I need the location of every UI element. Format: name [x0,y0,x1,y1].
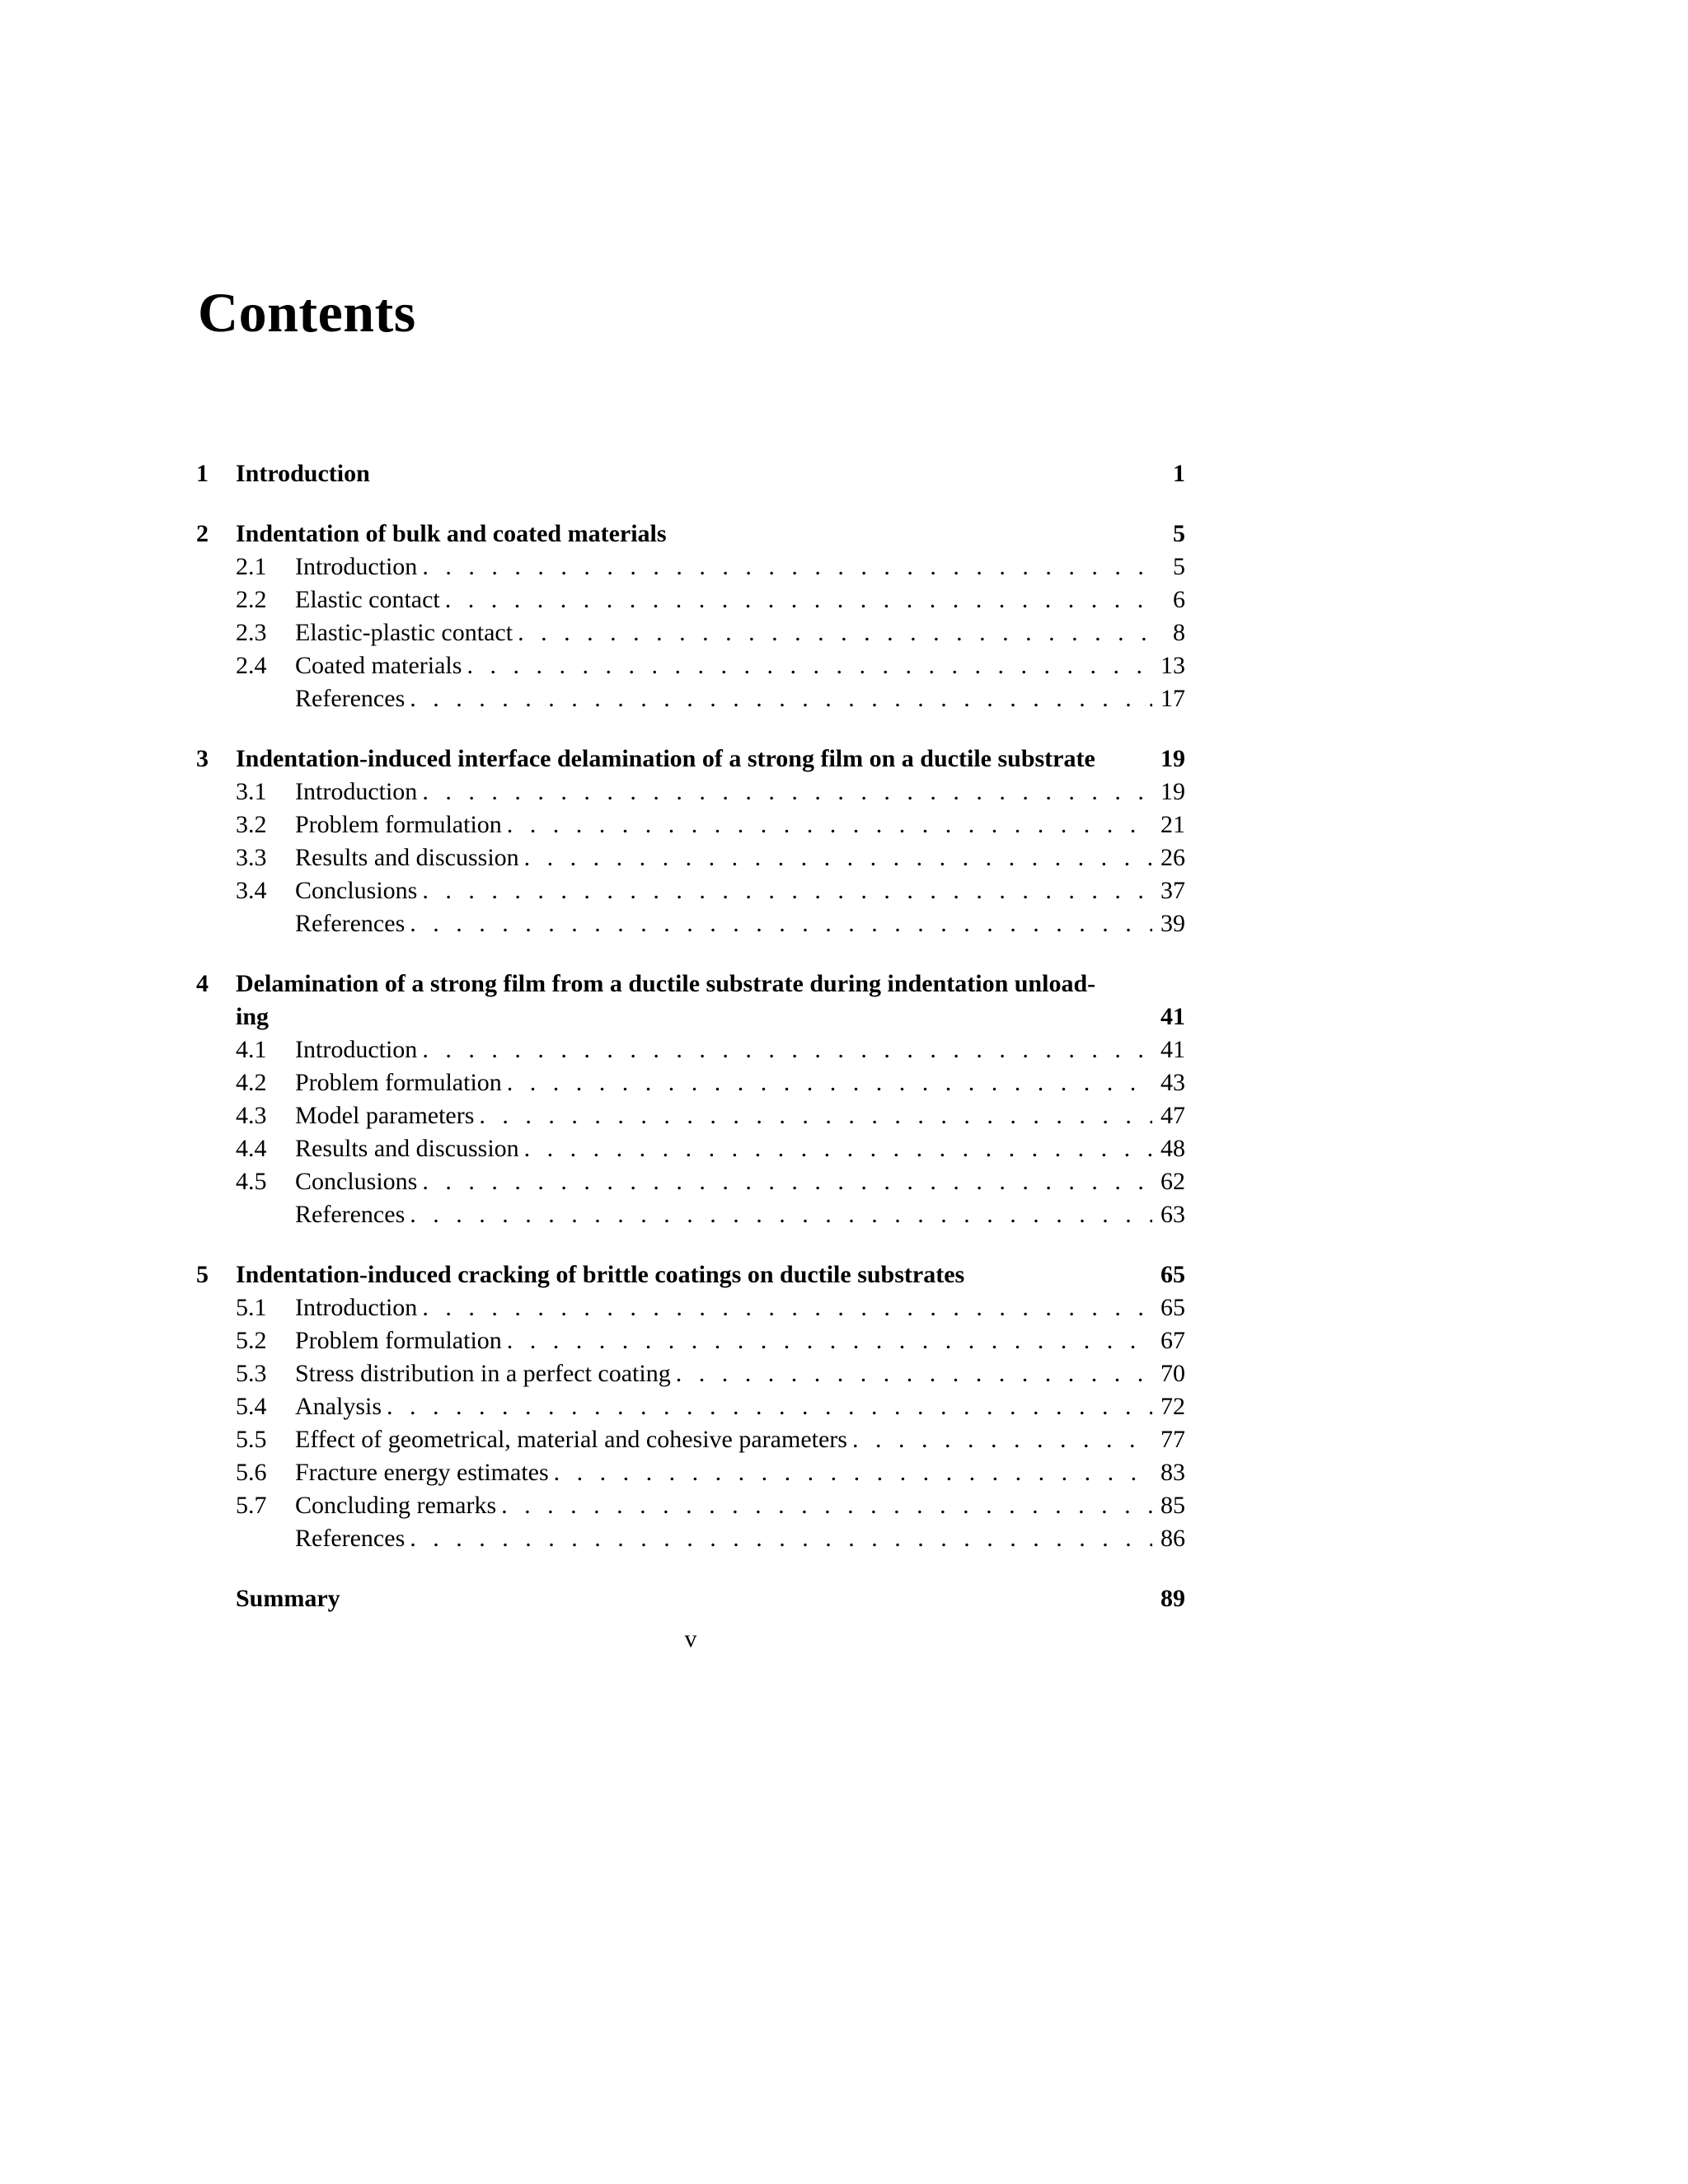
section-title: References [295,910,406,937]
leader-dots [382,1390,1152,1423]
leader-dots [417,874,1152,907]
table-of-contents [196,457,1185,1615]
section-page: 83 [1160,1459,1185,1486]
section-page: 19 [1160,778,1185,805]
leader-dots [519,841,1152,874]
chapter-heading-continued[interactable] [196,1001,1185,1033]
toc-chapter-4 [196,968,1185,1231]
section-number: 3.4 [236,877,267,904]
section-title: Elastic contact [295,586,440,613]
section-title: Results and discussion [295,844,519,871]
page-number-footer: v [684,1625,697,1652]
section-page: 63 [1160,1201,1185,1228]
toc-entry[interactable] [196,808,1185,841]
leader-dots [474,1099,1152,1132]
section-number: 2.4 [236,652,267,679]
section-page: 13 [1160,652,1185,679]
chapter-number: 5 [196,1261,209,1288]
section-page: 72 [1160,1393,1185,1420]
section-title: Stress distribution in a perfect coating [295,1360,671,1387]
leader-dots [502,1066,1152,1099]
section-page: 85 [1160,1492,1185,1519]
leader-dots [417,551,1152,583]
section-number: 2.3 [236,619,267,646]
chapter-page: 41 [1160,1003,1185,1030]
leader-dots [417,776,1152,808]
chapter-heading[interactable] [196,968,1185,1001]
section-title: Introduction [295,1036,418,1063]
toc-entry-references[interactable] [196,682,1185,715]
section-page: 5 [1173,553,1185,580]
chapter-title: Indentation of bulk and coated materials [236,520,667,547]
leader-dots [847,1423,1152,1456]
toc-summary [196,1582,1185,1615]
section-page: 21 [1160,811,1185,838]
section-title: Elastic-plastic contact [295,619,513,646]
section-title: Concluding remarks [295,1492,497,1519]
chapter-title: Indentation-induced cracking of brittle coatings on ductile substrates [236,1261,965,1288]
leader-dots [549,1456,1152,1489]
section-page: 47 [1160,1102,1185,1129]
toc-entry-references[interactable] [196,1198,1185,1231]
section-title: References [295,1525,406,1552]
section-number: 4.3 [236,1102,267,1129]
section-number: 3.2 [236,811,267,838]
chapter-heading[interactable] [196,1258,1185,1291]
leader-dots [502,1324,1152,1357]
section-title: Problem formulation [295,1069,502,1096]
leader-dots [671,1357,1152,1390]
section-number: 4.4 [236,1135,267,1162]
chapter-number: 4 [196,970,209,997]
chapter-page: 89 [1160,1585,1185,1612]
section-page: 62 [1160,1168,1185,1195]
toc-entry[interactable] [196,874,1185,907]
leader-dots [417,1033,1152,1066]
section-title: Conclusions [295,1168,418,1195]
toc-entry[interactable] [196,1066,1185,1099]
section-number: 3.3 [236,844,267,871]
section-title: References [295,685,406,712]
chapter-heading[interactable] [196,743,1185,776]
section-page: 39 [1160,910,1185,937]
leader-dots [502,808,1152,841]
section-title: Analysis [295,1393,382,1420]
leader-dots [405,1522,1152,1555]
section-number: 5.7 [236,1492,267,1519]
section-page: 43 [1160,1069,1185,1096]
toc-entry[interactable] [196,616,1185,649]
section-title: Introduction [295,778,418,805]
chapter-number: 2 [196,520,209,547]
leader-dots [519,1132,1152,1165]
leader-dots [405,682,1152,715]
chapter-title: Delamination of a strong film from a ductile substrate during indentation unload- [236,970,1096,997]
chapter-page: 1 [1173,460,1185,487]
toc-entry[interactable] [196,1357,1185,1390]
leader-dots [417,1291,1152,1324]
section-title: References [295,1201,406,1228]
toc-entry[interactable] [196,583,1185,616]
toc-chapter-2 [196,518,1185,715]
chapter-heading[interactable] [196,1582,1185,1615]
section-page: 77 [1160,1426,1185,1453]
section-number: 4.2 [236,1069,267,1096]
chapter-number: 1 [196,460,209,487]
leader-dots [462,649,1152,682]
chapter-page: 19 [1160,745,1185,772]
toc-entry[interactable] [196,1456,1185,1489]
toc-entry[interactable] [196,1132,1185,1165]
toc-entry[interactable] [196,1033,1185,1066]
toc-entry[interactable] [196,1390,1185,1423]
chapter-title-continued: ing [236,1003,270,1030]
leader-dots [496,1489,1152,1522]
section-number: 2.2 [236,586,267,613]
section-title: Conclusions [295,877,418,904]
leader-dots [405,1198,1152,1231]
section-title: Effect of geometrical, material and cohesive parameters [295,1426,847,1453]
section-title: Problem formulation [295,811,502,838]
toc-entry-references[interactable] [196,1522,1185,1555]
section-title: Fracture energy estimates [295,1459,549,1486]
toc-entry[interactable] [196,1291,1185,1324]
section-number: 3.1 [236,778,267,805]
section-page: 8 [1173,619,1185,646]
toc-entry[interactable] [196,1489,1185,1522]
leader-dots [440,583,1152,616]
toc-chapter-3 [196,743,1185,940]
leader-dots [405,907,1152,940]
leader-dots [417,1165,1152,1198]
chapter-page: 5 [1173,520,1185,547]
section-title: Introduction [295,1294,418,1321]
section-title: Problem formulation [295,1327,502,1354]
toc-chapter-5 [196,1258,1185,1555]
toc-entry[interactable] [196,649,1185,682]
section-page: 37 [1160,877,1185,904]
section-page: 70 [1160,1360,1185,1387]
section-page: 67 [1160,1327,1185,1354]
section-page: 26 [1160,844,1185,871]
toc-entry[interactable] [196,1423,1185,1456]
toc-entry[interactable] [196,776,1185,808]
chapter-heading[interactable] [196,518,1185,551]
toc-entry[interactable] [196,841,1185,874]
section-number: 5.4 [236,1393,267,1420]
toc-entry-references[interactable] [196,907,1185,940]
section-number: 5.6 [236,1459,267,1486]
section-title: Results and discussion [295,1135,519,1162]
chapter-title: Indentation-induced interface delamination of a strong film on a ductile substrate [236,745,1095,772]
section-number: 5.5 [236,1426,267,1453]
section-title: Model parameters [295,1102,475,1129]
section-number: 4.5 [236,1168,267,1195]
section-page: 6 [1173,586,1185,613]
section-title: Introduction [295,553,418,580]
chapter-title: Summary [236,1585,340,1612]
toc-chapter-1 [196,457,1185,490]
chapter-page: 65 [1160,1261,1185,1288]
leader-dots [513,616,1152,649]
section-number: 5.2 [236,1327,267,1354]
chapter-number: 3 [196,745,209,772]
section-number: 4.1 [236,1036,267,1063]
section-page: 41 [1160,1036,1185,1063]
section-page: 65 [1160,1294,1185,1321]
toc-entry[interactable] [196,1324,1185,1357]
toc-entry[interactable] [196,1165,1185,1198]
section-number: 5.1 [236,1294,267,1321]
section-number: 2.1 [236,553,267,580]
chapter-heading[interactable] [196,457,1185,490]
section-title: Coated materials [295,652,462,679]
section-page: 86 [1160,1525,1185,1552]
toc-entry[interactable] [196,551,1185,583]
page-title: Contents [198,281,416,344]
chapter-title: Introduction [236,460,370,487]
section-page: 48 [1160,1135,1185,1162]
section-number: 5.3 [236,1360,267,1387]
toc-entry[interactable] [196,1099,1185,1132]
section-page: 17 [1160,685,1185,712]
